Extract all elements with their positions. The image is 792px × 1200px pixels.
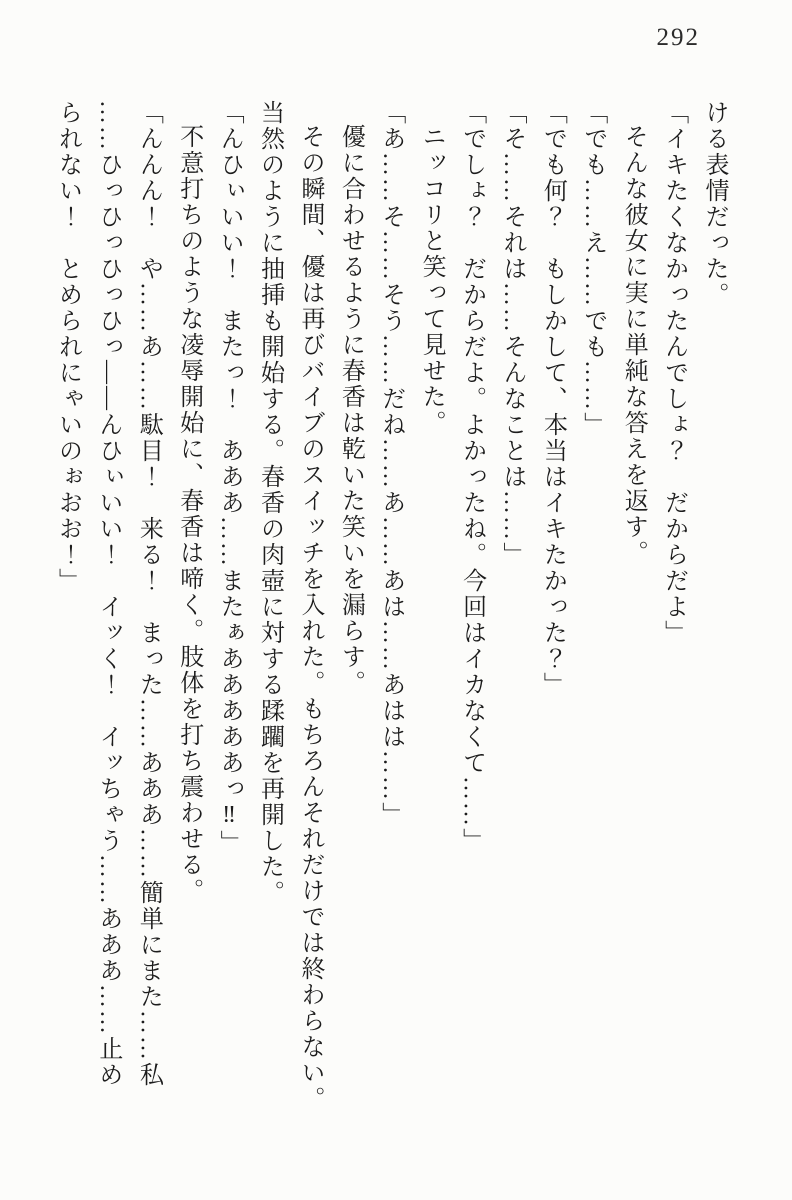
page-number: 292 xyxy=(656,24,700,51)
paragraph-11: その瞬間、優は再びバイブのスイッチを入れた。もちろんそれだけでは終わらない。当然のように抽挿も開始する。春香の肉壺に対する蹂躙を再開した。 xyxy=(256,100,323,1112)
paragraph-12: 「んひぃいい！ またっ！ あああ……またぁあああああっ‼」 xyxy=(216,100,243,856)
paragraph-8: ニッコリと笑って見せた。 xyxy=(418,124,445,436)
paragraph-5: 「でも何？ もしかして、本当はイキたかった？」 xyxy=(539,100,566,698)
paragraph-6: 「そ……それは……そんなことは……」 xyxy=(498,100,525,568)
paragraph-10: 優に合わせるように春香は乾いた笑いを漏らす。 xyxy=(337,124,364,696)
paragraph-14: 「んんん！ や……あ……駄目！ 来る！ まった……あああ……簡単にまた……私……ひっひっひっひっ――んひぃいい！ イッく！ イッちゃう……あああ……止められない！ とめられにゃいのぉおお！」 xyxy=(54,100,162,1088)
paragraph-7: 「でしょ？ だからだよ。よかったね。今回はイカなくて……」 xyxy=(458,100,485,854)
paragraph-9: 「あ……そ……そう……だね……あ……あは……あはは……」 xyxy=(377,100,404,828)
paragraph-1: ける表情だった。 xyxy=(701,100,727,308)
body-text xyxy=(47,100,734,1113)
paragraph-2: 「イキたくなかったんでしょ？ だからだよ」 xyxy=(660,100,687,646)
paragraph-3: そんな彼女に実に単純な答えを返す。 xyxy=(620,124,647,566)
paragraph-13: 不意打ちのような凌辱開始に、春香は啼く。肢体を打ち震わせる。 xyxy=(175,124,202,904)
paragraph-4: 「でも……え……でも……」 xyxy=(579,100,606,438)
